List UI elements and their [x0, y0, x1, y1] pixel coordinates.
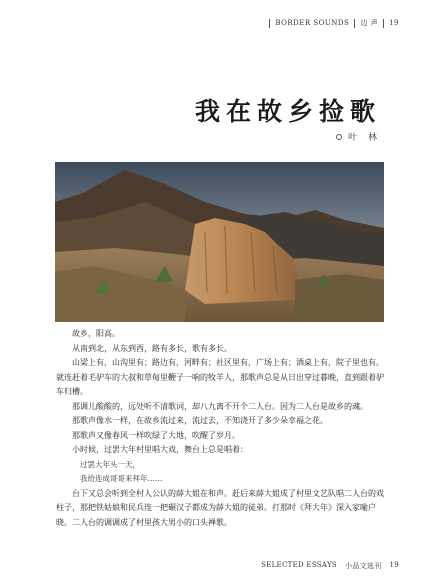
paragraph: 小时候，过罢大年村里唱大戏，舞台上总是唱着：: [72, 445, 248, 454]
circle-icon: [336, 134, 342, 140]
magazine-name-cn: 小品文选刊: [344, 562, 382, 570]
header-divider: [269, 19, 270, 28]
header-divider: [383, 19, 384, 28]
section-name-en: BORDER SOUNDS: [275, 19, 350, 27]
header-divider: [354, 19, 355, 28]
paragraph: 那歌声又像春风一样吹绿了大地，吹醒了岁月。: [72, 430, 240, 440]
paragraph: 从南到北，从东到西，路有多长，歌有多长。: [72, 343, 232, 353]
article-title: 我在故乡捡歌: [194, 97, 381, 126]
running-header: [269, 18, 399, 28]
paragraph: 故乡，阳高。: [72, 329, 120, 338]
author-name: 叶 林: [348, 133, 381, 143]
footer-page-number: 19: [389, 561, 399, 569]
header-page-number: 19: [389, 19, 399, 27]
magazine-name-en: SELECTED ESSAYS: [261, 561, 337, 569]
running-footer: [261, 561, 399, 571]
article-body: [56, 327, 386, 530]
author-line: [336, 130, 381, 143]
paragraph: 那调儿酸酸的，远处听不清歌词，却八九离不开个二人台。因为二人台是故乡的魂。: [72, 401, 368, 411]
landscape-photo: [55, 162, 384, 322]
paragraph: 台下又总会听到全村人公认的薛大姐在和声。赶后来薛大姐成了村里文艺队唱二人台的戏柱子，那把铁姑娘和民兵连一把碾汉子都成为薛大姐的徒弟。打那时《拜大年》深入家喻户晓。二人台的调调成了村里孩大男小的口头禅歌。: [56, 488, 384, 527]
song-verse: 过罢大年头一天，: [80, 459, 140, 469]
song-verse: 我给连成哥哥来拜年……: [80, 474, 163, 483]
paragraph: 山梁上有，山沟里有；路边有，河畔有；社区里有，广场上有；酒桌上有，院子里也有。就连赶着毛驴车的大叔和草甸里鞭子一响的牧羊人，那歌声总是从日出穿过暮晚，直到跟着驴车归槽。: [56, 358, 384, 396]
paragraph: 那歌声像水一样，在故乡流过来，流过去，不知浇开了多少朵幸福之花。: [72, 416, 328, 425]
section-name-cn: 边 声: [360, 19, 379, 27]
